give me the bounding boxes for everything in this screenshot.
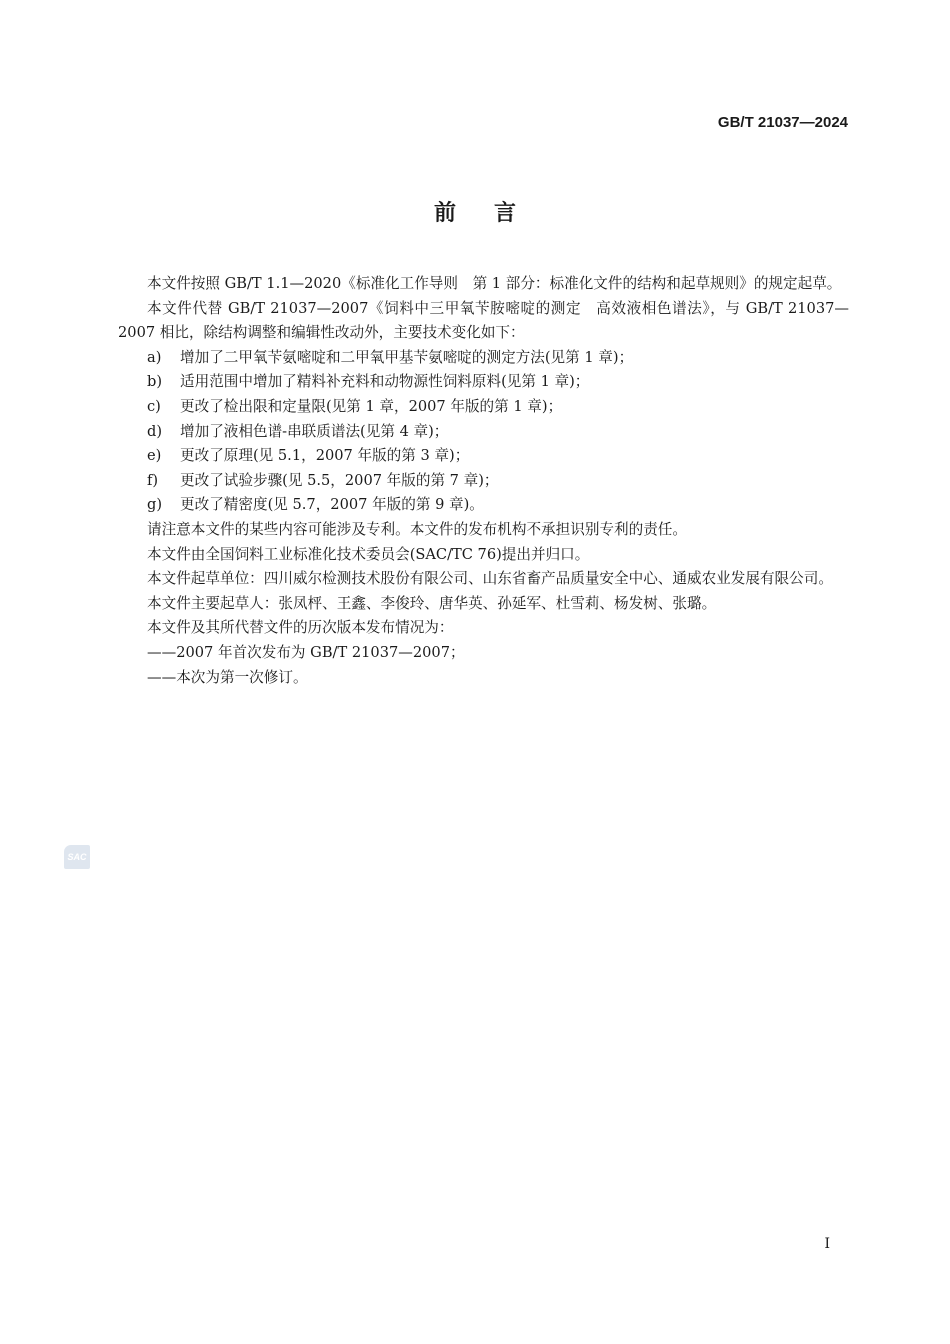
history-item: ——2007 年首次发布为 GB/T 21037—2007； [147,643,465,661]
foreword-body [118,272,849,690]
drafting-units: 本文件起草单位：四川威尔检测技术股份有限公司、山东省畜产品质量安全中心、通威农业发展有限公司。 [147,570,833,588]
history-intro: 本文件及其所代替文件的历次版本发布情况为： [147,619,454,637]
list-item [118,420,849,445]
item-label: g) [147,496,163,514]
page-number: I [824,1236,830,1252]
list-item [118,493,849,518]
page-title: 前言 [433,201,554,226]
list-item [118,346,849,371]
patent-note: 请注意本文件的某些内容可能涉及专利。本文件的发布机构不承担识别专利的责任。 [147,520,687,538]
item-label: b) [147,373,163,391]
list-item [118,444,849,469]
proposer-note: 本文件由全国饲料工业标准化技术委员会(SAC/TC 76)提出并归口。 [147,545,590,563]
sac-watermark-logo: SAC [64,845,90,869]
list-item [118,395,849,420]
item-text: 更改了检出限和定量限(见第 1 章，2007 年版的第 1 章)； [180,397,563,415]
paragraph: 本文件代替 GB/T 21037—2007《饲料中三甲氧苄胺嘧啶的测定 高效液相色谱法》，与 GB/T 21037—2007 相比，除结构调整和编辑性改动外，主要技术变化如下： [118,299,849,342]
item-label: d) [147,422,163,440]
list-item [118,469,849,494]
item-text: 适用范围中增加了精料补充料和动物源性饲料原料(见第 1 章)； [180,373,590,391]
item-text: 更改了试验步骤(见 5.5，2007 年版的第 7 章)； [180,471,499,489]
item-label: c) [147,397,161,415]
item-label: f) [147,471,159,489]
item-text: 增加了液相色谱-串联质谱法(见第 4 章)； [180,422,449,440]
item-text: 更改了精密度(见 5.7，2007 年版的第 9 章)。 [180,496,484,514]
item-label: a) [147,348,162,366]
standard-number: GB/T 21037—2024 [717,114,848,131]
item-text: 增加了二甲氧苄氨嘧啶和二甲氧甲基苄氨嘧啶的测定方法(见第 1 章)； [180,348,634,366]
list-item [118,370,849,395]
drafters: 本文件主要起草人：张凤枰、王鑫、李俊玲、唐华英、孙延军、杜雪莉、杨发树、张璐。 [147,594,717,612]
item-text: 更改了原理(见 5.1，2007 年版的第 3 章)； [180,447,470,465]
paragraph: 本文件按照 GB/T 1.1—2020《标准化工作导则 第 1 部分：标准化文件的结构和起草规则》的规定起草。 [147,275,842,292]
item-label: e) [147,447,162,465]
history-item: ——本次为第一次修订。 [147,668,308,686]
